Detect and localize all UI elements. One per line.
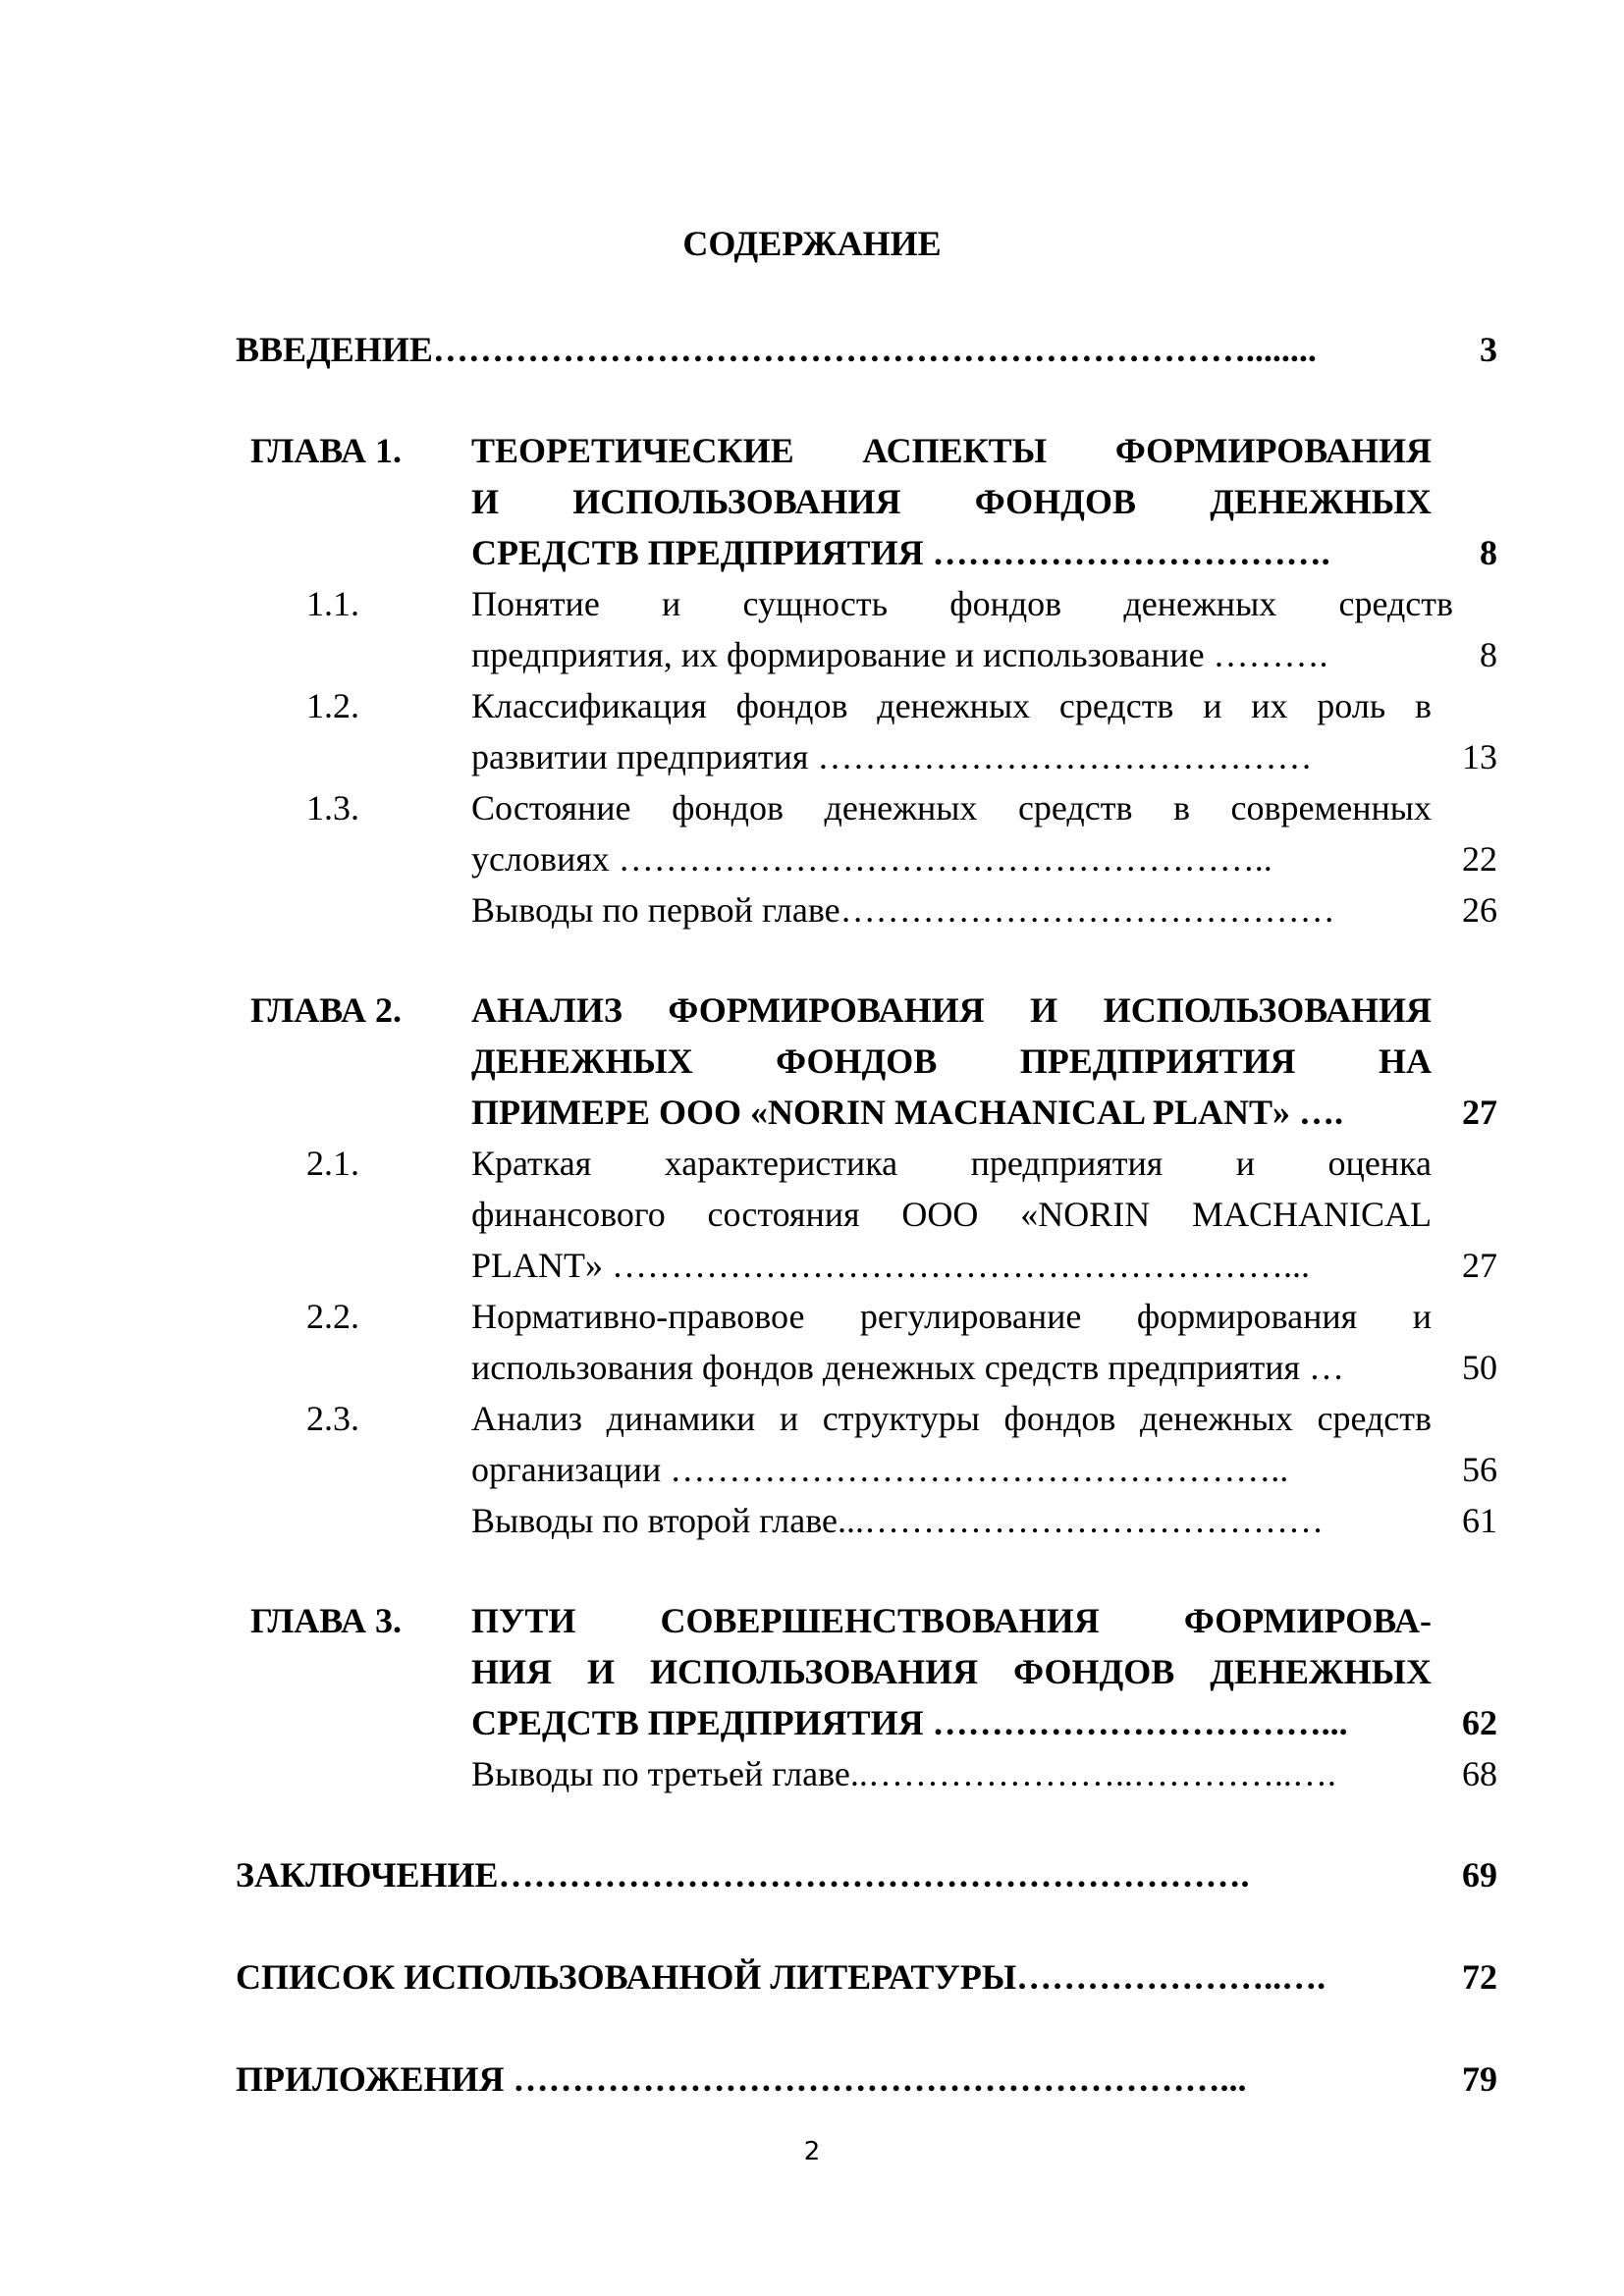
section-1-2-line-2[interactable]: развитии предприятия …………………………………… [471, 737, 1313, 776]
section-1-2-line-1[interactable]: Классификация фондов денежных средств и их роль в [471, 686, 1432, 725]
section-2-3-line-1[interactable]: Анализ динамики и структуры фондов денежных средств [471, 1399, 1432, 1438]
toc-page-conclusion: 69 [1462, 1855, 1497, 1895]
toc-page-section-1-2: 13 [1462, 737, 1497, 776]
chapter-2-title-line-2[interactable]: ДЕНЕЖНЫХ ФОНДОВ ПРЕДПРИЯТИЯ НА [471, 1041, 1432, 1081]
toc-page-chapter-1: 8 [1480, 533, 1497, 572]
section-2-3-number: 2.3. [306, 1399, 359, 1438]
section-1-3-number: 1.3. [306, 788, 359, 828]
page-title: СОДЕРЖАНИЕ [682, 224, 942, 263]
chapter-1-summary[interactable]: Выводы по первой главе…………………………………… [471, 890, 1335, 930]
toc-entry-references[interactable]: СПИСОК ИСПОЛЬЗОВАННОЙ ЛИТЕРАТУРЫ…………………..…. [236, 1957, 1326, 1997]
chapter-3-summary[interactable]: Выводы по третьей главе..…………………..…………..…. [471, 1754, 1336, 1793]
toc-entry-intro[interactable]: ВВЕДЕНИЕ……………………………………………………………........ [236, 330, 1317, 369]
toc-page-section-1-3: 22 [1462, 839, 1497, 879]
section-1-1-line-2[interactable]: предприятия, их формирование и использование ………. [471, 635, 1328, 674]
section-2-2-line-2[interactable]: использования фондов денежных средств предприятия … [471, 1348, 1345, 1387]
chapter-1-label: ГЛАВА 1. [250, 431, 403, 470]
toc-entry-appendix[interactable]: ПРИЛОЖЕНИЯ ……………………………………………………... [236, 2059, 1247, 2099]
chapter-1-title-line-2[interactable]: И ИСПОЛЬЗОВАНИЯ ФОНДОВ ДЕНЕЖНЫХ [471, 482, 1432, 521]
chapter-3-title-line-3[interactable]: СРЕДСТВ ПРЕДПРИЯТИЯ ……………………………... [471, 1703, 1348, 1742]
section-1-3-line-2[interactable]: условиях ……………………………………………….. [471, 839, 1272, 879]
section-2-2-number: 2.2. [306, 1297, 359, 1336]
toc-page-intro: 3 [1480, 330, 1497, 369]
section-2-2-line-1[interactable]: Нормативно-правовое регулирование формирования и [471, 1297, 1432, 1336]
section-1-2-number: 1.2. [306, 686, 359, 725]
section-2-1-line-2[interactable]: финансового состояния ООО «NORIN MACHANICAL [471, 1195, 1432, 1234]
section-2-1-number: 2.1. [306, 1144, 359, 1183]
toc-page-references: 72 [1462, 1957, 1497, 1997]
section-2-1-line-3[interactable]: PLANT» …………………………………………………... [471, 1246, 1310, 1285]
toc-entry-conclusion[interactable]: ЗАКЛЮЧЕНИЕ………………………………………………………. [236, 1855, 1250, 1895]
section-2-1-line-1[interactable]: Краткая характеристика предприятия и оценка [471, 1144, 1432, 1183]
section-1-1-line-1[interactable]: Понятие и сущность фондов денежных средств [471, 584, 1453, 623]
section-1-1-number: 1.1. [306, 584, 359, 623]
chapter-2-summary[interactable]: Выводы по второй главе...………………………………… [471, 1501, 1324, 1540]
toc-page-chapter-3-summary: 68 [1462, 1754, 1497, 1793]
chapter-3-title-line-1[interactable]: ПУТИ СОВЕРШЕНСТВОВАНИЯ ФОРМИРОВА- [471, 1601, 1432, 1640]
section-1-3-line-1[interactable]: Состояние фондов денежных средств в современных [471, 788, 1432, 828]
chapter-2-title-line-3[interactable]: ПРИМЕРЕ ООО «NORIN MACHANICAL PLANT» …. [471, 1093, 1344, 1132]
chapter-3-label: ГЛАВА 3. [250, 1601, 403, 1640]
toc-page-section-2-1: 27 [1462, 1246, 1497, 1285]
section-2-3-line-2[interactable]: организации …………………………………………….. [471, 1450, 1289, 1489]
toc-page-section-2-2: 50 [1462, 1348, 1497, 1387]
toc-page-section-2-3: 56 [1462, 1450, 1497, 1489]
toc-page-chapter-3: 62 [1462, 1703, 1497, 1742]
toc-page-chapter-1-summary: 26 [1462, 890, 1497, 930]
toc-page-appendix: 79 [1462, 2059, 1497, 2099]
page-number: 2 [803, 2137, 821, 2166]
toc-page-chapter-2-summary: 61 [1462, 1501, 1497, 1540]
chapter-1-title-line-1[interactable]: ТЕОРЕТИЧЕСКИЕ АСПЕКТЫ ФОРМИРОВАНИЯ [471, 431, 1432, 470]
chapter-3-title-line-2[interactable]: НИЯ И ИСПОЛЬЗОВАНИЯ ФОНДОВ ДЕНЕЖНЫХ [471, 1652, 1432, 1691]
toc-page-chapter-2: 27 [1462, 1093, 1497, 1132]
chapter-2-label: ГЛАВА 2. [250, 990, 403, 1030]
toc-page-section-1-1: 8 [1480, 635, 1497, 674]
chapter-1-title-line-3[interactable]: СРЕДСТВ ПРЕДПРИЯТИЯ ……………………………. [471, 533, 1330, 572]
chapter-2-title-line-1[interactable]: АНАЛИЗ ФОРМИРОВАНИЯ И ИСПОЛЬЗОВАНИЯ [471, 990, 1432, 1030]
